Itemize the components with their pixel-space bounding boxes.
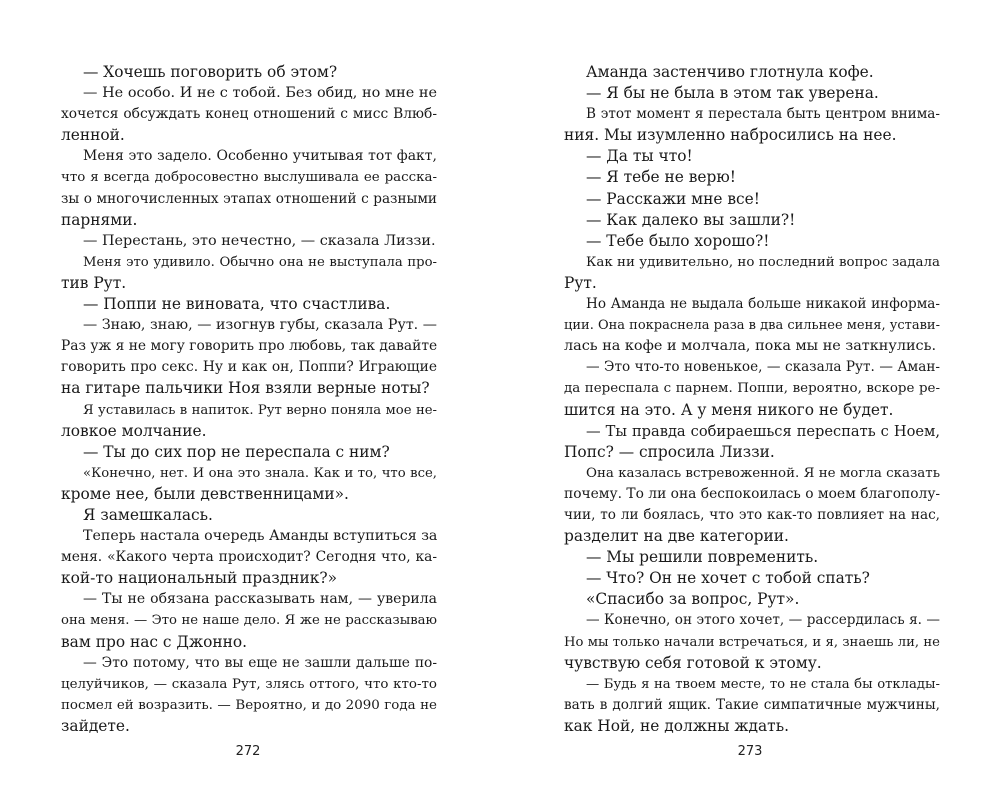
- right-page-text: [564, 62, 940, 737]
- text-line: — Что? Он не хочет с тобой спать?: [586, 569, 870, 588]
- text-line: — Знаю, знаю, — изогнув губы, сказала Рут. —: [83, 317, 437, 334]
- text-line: лась на кофе и молчала, пока мы не заткнулись.: [564, 338, 937, 355]
- text-line: ленной.: [61, 126, 125, 145]
- text-line: — Тебе было хорошо?!: [586, 231, 770, 250]
- left-page-text: [61, 62, 437, 737]
- text-line: — Ты правда собираешься переспать с Ноем,: [586, 422, 940, 440]
- text-line: кроме нее, были девственницами».: [61, 484, 349, 503]
- text-line: на гитаре пальчики Ноя взяли верные ноты?: [61, 379, 430, 398]
- text-line: Попс? — спросила Лиззи.: [564, 442, 775, 461]
- text-line: кой-то национальный праздник?»: [61, 569, 338, 588]
- text-line: Теперь настала очередь Аманды вступиться за: [83, 528, 438, 545]
- text-line: чии, то ли боялась, что это как-то повлияет на нас,: [564, 506, 940, 523]
- text-line: шится на это. А у меня никого не будет.: [564, 400, 894, 419]
- text-line: Как ни удивительно, но последний вопрос задала: [586, 254, 940, 270]
- text-line: разделит на две категории.: [564, 527, 789, 546]
- page-number-left: 272: [235, 744, 261, 759]
- text-line: Меня это удивило. Обычно она не выступала про-: [83, 254, 437, 270]
- text-line: чувствую себя готовой к этому.: [564, 653, 822, 672]
- text-line: — Да ты что!: [586, 147, 693, 166]
- text-line: зы о многочисленных этапах отношений с разными: [61, 190, 437, 207]
- text-line: — Это что-то новенькое, — сказала Рут. — Аман-: [586, 359, 940, 376]
- text-line: — Расскажи мне все!: [586, 189, 760, 208]
- text-line: ния. Мы изумленно набросились на нее.: [564, 126, 897, 145]
- text-line: Она казалась встревоженной. Я не могла сказать: [586, 465, 940, 481]
- text-line: — Ты не обязана рассказывать нам, — уверила: [83, 591, 437, 608]
- text-line: Но Аманда не выдала больше никакой информа-: [586, 296, 940, 313]
- text-line: — Мы решили повременить.: [586, 548, 819, 567]
- text-line: Аманда застенчиво глотнула кофе.: [586, 63, 874, 81]
- text-line: «Спасибо за вопрос, Рут».: [586, 590, 800, 609]
- text-line: что я всегда добросовестно выслушивала ее расска-: [61, 170, 437, 186]
- text-line: зайдете.: [61, 716, 130, 735]
- text-line: «Конечно, нет. И она это знала. Как и то, что все,: [83, 465, 437, 481]
- text-line: — Ты до сих пор не переспала с ним?: [83, 442, 390, 461]
- text-line: Рут.: [564, 273, 597, 292]
- text-line: тив Рут.: [61, 273, 127, 292]
- text-line: Я замешкалась.: [83, 505, 213, 524]
- text-line: В этот момент я перестала быть центром внима-: [586, 106, 940, 123]
- text-line: меня. «Какого черта происходит? Сегодня что, ка-: [61, 549, 437, 566]
- text-line: — Будь я на твоем месте, то не стала бы отклады-: [586, 676, 940, 692]
- text-line: вать в долгий ящик. Такие симпатичные мужчины,: [564, 696, 940, 713]
- text-line: целуйчиков, — сказала Рут, злясь оттого, что кто-то: [61, 676, 437, 692]
- text-line: ции. Она покраснела раза в два сильнее меня, устави-: [564, 318, 940, 334]
- text-line: — Поппи не виновата, что счастлива.: [83, 295, 391, 314]
- text-line: — Конечно, он этого хочет, — рассердилась я. —: [586, 612, 940, 629]
- text-line: — Я бы не была в этом так уверена.: [586, 84, 879, 103]
- text-line: Меня это задело. Особенно учитывая тот факт,: [83, 148, 437, 165]
- text-line: говорить про секс. Ну и как он, Поппи? Играющие: [61, 359, 437, 376]
- text-line: почему. То ли она беспокоилась о моем благополу-: [564, 485, 941, 502]
- page-number-right: 273: [737, 744, 763, 759]
- text-line: хочется обсуждать конец отношений с мисс Влюб-: [61, 106, 437, 123]
- text-line: посмел ей возразить. — Вероятно, и до 2090 года не: [61, 697, 437, 713]
- text-line: Раз уж я не могу говорить про любовь, так давайте: [61, 338, 438, 355]
- text-line: — Это потому, что вы еще не зашли дальше по-: [83, 654, 437, 671]
- text-line: как Ной, не должны ждать.: [564, 716, 789, 735]
- text-line: — Как далеко вы зашли?!: [586, 210, 796, 229]
- text-line: — Хочешь поговорить об этом?: [83, 63, 338, 81]
- text-line: вам про нас с Джонно.: [61, 632, 248, 651]
- text-line: парнями.: [61, 210, 138, 229]
- text-line: она меня. — Это не наше дело. Я же не рассказываю: [61, 613, 437, 629]
- text-line: Я уставилась в напиток. Рут верно поняла мое не-: [83, 402, 437, 418]
- text-line: Но мы только начали встречаться, и я, знаешь ли, не: [564, 634, 940, 650]
- text-line: ловкое молчание.: [61, 421, 207, 440]
- text-line: — Перестань, это нечестно, — сказала Лиззи.: [83, 232, 436, 249]
- text-line: — Не особо. И не с тобой. Без обид, но мне не: [83, 85, 437, 102]
- text-line: — Я тебе не верю!: [586, 168, 736, 187]
- text-line: да переспала с парнем. Поппи, вероятно, вскоре ре-: [564, 381, 940, 397]
